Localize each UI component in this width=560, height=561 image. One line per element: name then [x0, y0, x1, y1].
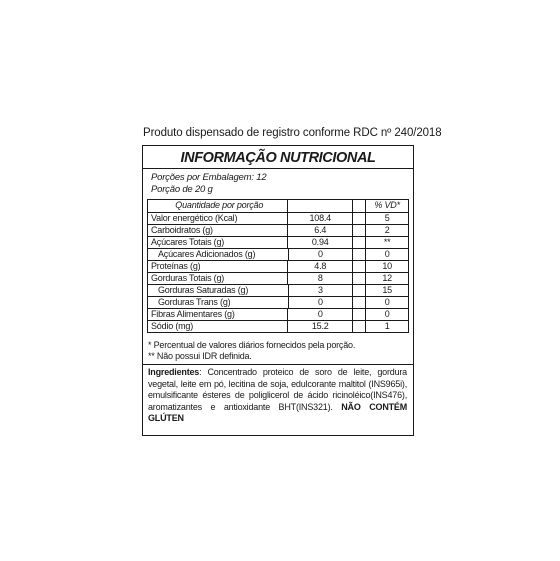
label-title: INFORMAÇÃO NUTRICIONAL: [180, 150, 376, 166]
nutrient-name: Açúcares Totais (g): [148, 237, 288, 248]
column-gap: [353, 273, 366, 284]
table-row: [148, 236, 408, 248]
nutrient-name: Carboidratos (g): [148, 225, 288, 236]
table-row: [148, 284, 408, 296]
nutrient-amount: 6.4: [288, 225, 353, 236]
nutrient-dv: 12: [382, 273, 392, 283]
nutrient-name: Sódio (mg): [148, 321, 288, 332]
amount-header-spacer: [288, 200, 353, 212]
dv-header: % VD*: [374, 200, 400, 210]
table-row: [148, 320, 408, 332]
nutrient-name: Gorduras Totais (g): [148, 273, 288, 284]
nutrient-amount: 8: [288, 273, 353, 284]
table-row: [148, 212, 408, 224]
nutrient-dv: 15: [382, 285, 392, 295]
nutrient-amount: 3: [289, 285, 353, 296]
column-gap: [353, 225, 366, 236]
nutrient-dv: 5: [384, 213, 390, 223]
nutrient-name: Gorduras Saturadas (g): [148, 285, 289, 296]
nutrient-dv: 10: [382, 261, 392, 271]
nutrient-amount: 0: [288, 309, 353, 320]
registration-notice: Produto dispensado de registro conforme RDC nº 240/2018: [143, 127, 442, 139]
nutrient-name: Proteínas (g): [148, 261, 288, 272]
nutrient-amount: 0: [289, 249, 353, 260]
table-row: [148, 296, 408, 308]
nutrient-name: Açúcares Adicionados (g): [148, 249, 289, 260]
column-gap: [353, 200, 366, 212]
nutrient-name: Gorduras Trans (g): [148, 297, 289, 308]
nutrient-amount: 0.94: [288, 237, 353, 248]
nutrition-label: [142, 145, 414, 436]
nutrient-amount: 15.2: [288, 321, 353, 332]
nutrient-dv: **: [383, 237, 391, 247]
column-gap: [353, 285, 366, 296]
footnote-dv: * Percentual de valores diários fornecidos pela porção.: [148, 340, 356, 350]
nutrient-name: Fibras Alimentares (g): [148, 309, 288, 320]
table-row: [148, 308, 408, 320]
nutrient-dv: 0: [384, 249, 390, 259]
column-gap: [353, 321, 366, 332]
table-row: [148, 272, 408, 284]
nutrient-amount: 108.4: [288, 213, 353, 224]
nutrient-dv: 0: [384, 297, 390, 307]
servings-per-package: Porções por Embalagem: 12: [151, 172, 267, 183]
table-row: [148, 224, 408, 236]
nutrient-amount: 0: [289, 297, 353, 308]
column-gap: [353, 213, 366, 224]
gluten-statement: NÃO CONTÉM GLÚTEN: [148, 401, 408, 423]
nutrient-dv: 0: [384, 309, 390, 319]
column-gap: [353, 237, 366, 248]
nutrient-dv: 1: [384, 321, 390, 331]
column-gap: [353, 249, 366, 260]
table-row: [148, 248, 408, 260]
footnote-idr: ** Não possui IDR definida.: [148, 351, 252, 361]
nutrient-amount: 4.8: [288, 261, 353, 272]
column-gap: [353, 297, 366, 308]
nutrition-table: [147, 199, 409, 333]
quantity-header: Quantidade por porção: [148, 200, 288, 212]
ingredients-list: : Concentrado proteico de soro de leite, gordura vegetal, leite em pó, lecitina de soja, edulcorante maltitol (INS965i), emulsificante ésteres de poliglicerol de ácido ricinoléico(INS476), aromatizantes e antioxidante BHT(INS321).: [148, 367, 407, 412]
nutrient-dv: 2: [384, 225, 390, 235]
title-divider: [143, 168, 413, 169]
table-header-row: [148, 200, 408, 212]
column-gap: [353, 261, 366, 272]
nutrient-name: Valor energético (Kcal): [148, 213, 288, 224]
ingredients-heading: Ingredientes: [148, 367, 200, 377]
table-row: [148, 260, 408, 272]
ingredients-divider: [143, 364, 413, 365]
serving-size: Porção de 20 g: [151, 184, 213, 195]
column-gap: [353, 309, 366, 320]
ingredients-text: [148, 367, 407, 425]
